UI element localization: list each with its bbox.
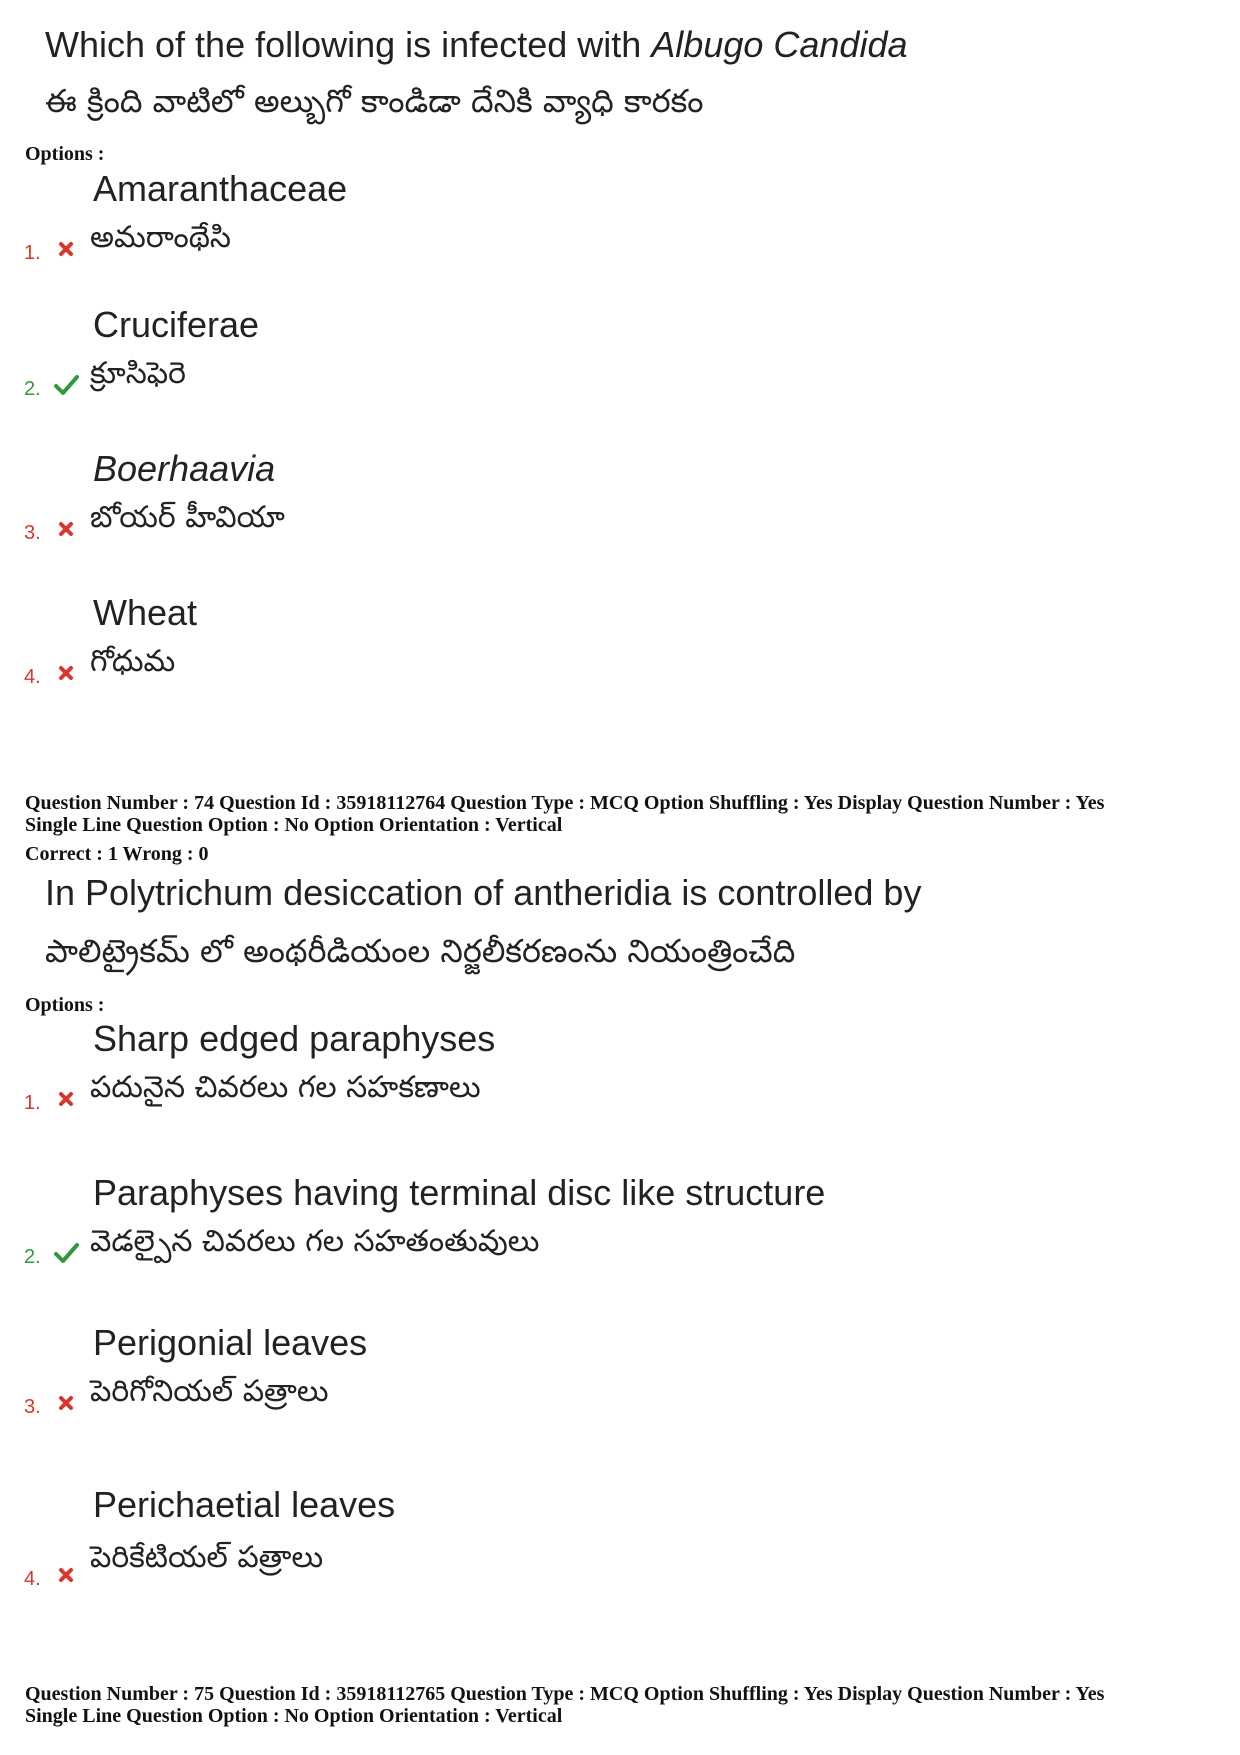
option-text-en: Boerhaavia xyxy=(93,448,276,489)
cross-icon xyxy=(53,1390,79,1416)
option-item xyxy=(0,1018,1240,1148)
option-text-en: Amaranthaceae xyxy=(93,168,348,209)
marks-info: Correct : 1 Wrong : 0 xyxy=(25,843,209,865)
option-item xyxy=(0,304,1240,434)
option-item xyxy=(0,1172,1240,1302)
option-item xyxy=(0,1322,1240,1452)
option-text-en: Paraphyses having terminal disc like structure xyxy=(93,1172,826,1213)
question-1-species-name: Albugo Candida xyxy=(651,24,908,65)
option-number: 4. xyxy=(24,666,41,688)
question-2-text-te: పాలిట్రైకమ్ లో అంథరీడియంల నిర్జలీకరణంను నియంత్రించేది xyxy=(45,932,796,970)
option-item xyxy=(0,592,1240,722)
option-text-te: క్రూసిఫెరె xyxy=(90,356,186,391)
check-icon xyxy=(53,1240,79,1266)
option-number: 3. xyxy=(24,1396,41,1418)
question-meta-line: Single Line Question Option : No Option Orientation : Vertical xyxy=(25,1705,563,1727)
option-text-en: Perichaetial leaves xyxy=(93,1484,396,1525)
option-text-te: పదునైన చివరలు గల సహకణాలు xyxy=(90,1070,481,1105)
cross-icon xyxy=(53,1086,79,1112)
option-text-en: Cruciferae xyxy=(93,304,260,345)
option-number: 1. xyxy=(24,242,41,264)
option-text-te: పెరిగోనియల్ పత్రాలు xyxy=(90,1374,329,1409)
option-text-en: Wheat xyxy=(93,592,198,633)
cross-icon xyxy=(53,516,79,542)
option-item xyxy=(0,448,1240,578)
option-number: 4. xyxy=(24,1568,41,1590)
question-1-text-te: ఈ క్రింది వాటిలో అల్బుగో కాండిడా దేనికి వ్యాధి కారకం xyxy=(45,82,704,120)
option-number: 2. xyxy=(24,1246,41,1268)
options-label: Options : xyxy=(25,994,105,1016)
option-text-en: Sharp edged paraphyses xyxy=(93,1018,496,1059)
cross-icon xyxy=(53,1562,79,1588)
option-number: 3. xyxy=(24,522,41,544)
option-text-te: అమరాంథేసి xyxy=(90,220,231,255)
question-meta-line: Single Line Question Option : No Option Orientation : Vertical xyxy=(25,814,563,836)
option-number: 2. xyxy=(24,378,41,400)
option-item xyxy=(0,168,1240,298)
check-icon xyxy=(53,372,79,398)
options-label: Options : xyxy=(25,143,105,165)
option-text-en: Perigonial leaves xyxy=(93,1322,368,1363)
option-text-te: వెడల్పైన చివరలు గల సహతంతువులు xyxy=(90,1224,540,1259)
cross-icon xyxy=(53,236,79,262)
option-text-te: బోయర్ హీవియా xyxy=(90,500,285,535)
option-item xyxy=(0,1484,1240,1614)
question-1-text-en xyxy=(45,24,908,66)
question-meta-line: Question Number : 74 Question Id : 35918112764 Question Type : MCQ Option Shuffling : Yes Display Question Number : Yes xyxy=(25,792,1105,814)
option-text-te: పెరికేటియల్ పత్రాలు xyxy=(90,1540,324,1575)
question-meta-line: Question Number : 75 Question Id : 35918112765 Question Type : MCQ Option Shuffling : Yes Display Question Number : Yes xyxy=(25,1683,1105,1705)
question-1-text-prefix: Which of the following is infected with xyxy=(45,24,652,65)
option-text-te: గోధుమ xyxy=(90,644,176,679)
option-number: 1. xyxy=(24,1092,41,1114)
question-2-text-en: In Polytrichum desiccation of antheridia is controlled by xyxy=(45,872,922,913)
cross-icon xyxy=(53,660,79,686)
